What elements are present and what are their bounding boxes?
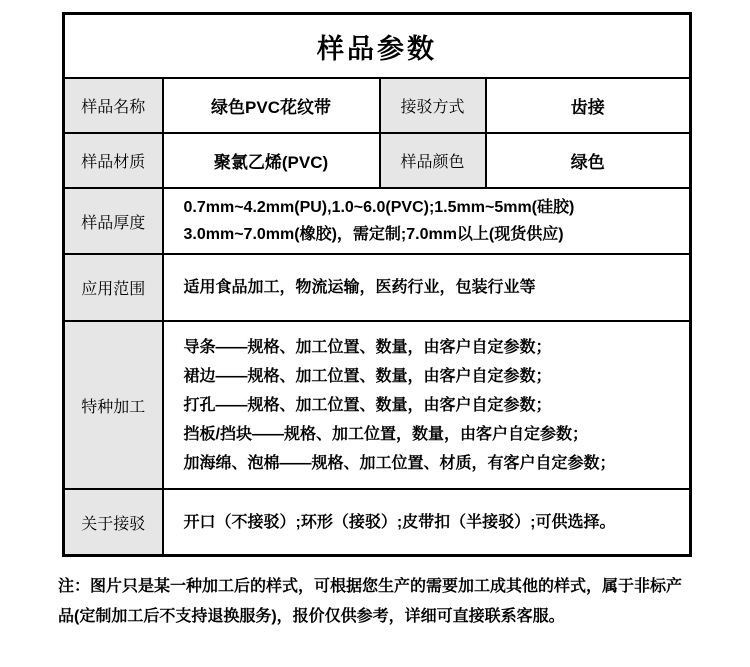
row-special-processing (64, 321, 691, 489)
value-sample-name: 绿色PVC花纹带 (163, 78, 380, 133)
sample-parameters-table (62, 12, 692, 557)
value-joint-method: 齿接 (486, 78, 691, 133)
about-joint-line: 开口（不接驳）;环形（接驳）;皮带扣（半接驳）;可供选择。 (183, 513, 616, 531)
label-sample-color: 样品颜色 (380, 133, 486, 188)
label-about-joint: 关于接驳 (64, 489, 163, 556)
special-processing-line: 加海绵、泡棉——规格、加工位置、材质，有客户自定参数； (183, 454, 616, 472)
table-title: 样品参数 (64, 14, 691, 79)
row-sample-name (64, 78, 691, 133)
label-joint-method: 接驳方式 (380, 78, 486, 133)
value-sample-thickness (163, 188, 691, 254)
thickness-line: 3.0mm~7.0mm(橡胶)，需定制;7.0mm以上(现货供应) (183, 226, 564, 243)
row-about-joint (64, 489, 691, 556)
special-processing-line: 打孔——规格、加工位置、数量，由客户自定参数； (183, 396, 552, 414)
value-sample-color: 绿色 (486, 133, 691, 188)
thickness-line: 0.7mm~4.2mm(PU),1.0~6.0(PVC);1.5mm~5mm(硅胶) (183, 199, 575, 216)
special-processing-line: 挡板/挡块——规格、加工位置，数量，由客户自定参数； (183, 425, 588, 443)
value-application-range (163, 254, 691, 321)
value-special-processing (163, 321, 691, 489)
title-row (64, 14, 691, 79)
footnote: 注：图片只是某一种加工后的样式，可根据您生产的需要加工成其他的样式，属于非标产品(定制加工后不支持退换服务)，报价仅供参考，详细可直接联系客服。 (58, 578, 683, 625)
row-application-range (64, 254, 691, 321)
special-processing-line: 裙边——规格、加工位置、数量，由客户自定参数； (183, 367, 552, 385)
label-sample-thickness: 样品厚度 (64, 188, 163, 254)
row-sample-material (64, 133, 691, 188)
row-sample-thickness (64, 188, 691, 254)
application-line: 适用食品加工，物流运输，医药行业，包装行业等 (183, 279, 536, 296)
label-sample-name: 样品名称 (64, 78, 163, 133)
value-about-joint (163, 489, 691, 556)
label-sample-material: 样品材质 (64, 133, 163, 188)
label-special-processing: 特种加工 (64, 321, 163, 489)
value-sample-material: 聚氯乙烯(PVC) (163, 133, 380, 188)
label-application-range: 应用范围 (64, 254, 163, 321)
special-processing-line: 导条——规格、加工位置、数量，由客户自定参数； (183, 338, 552, 356)
